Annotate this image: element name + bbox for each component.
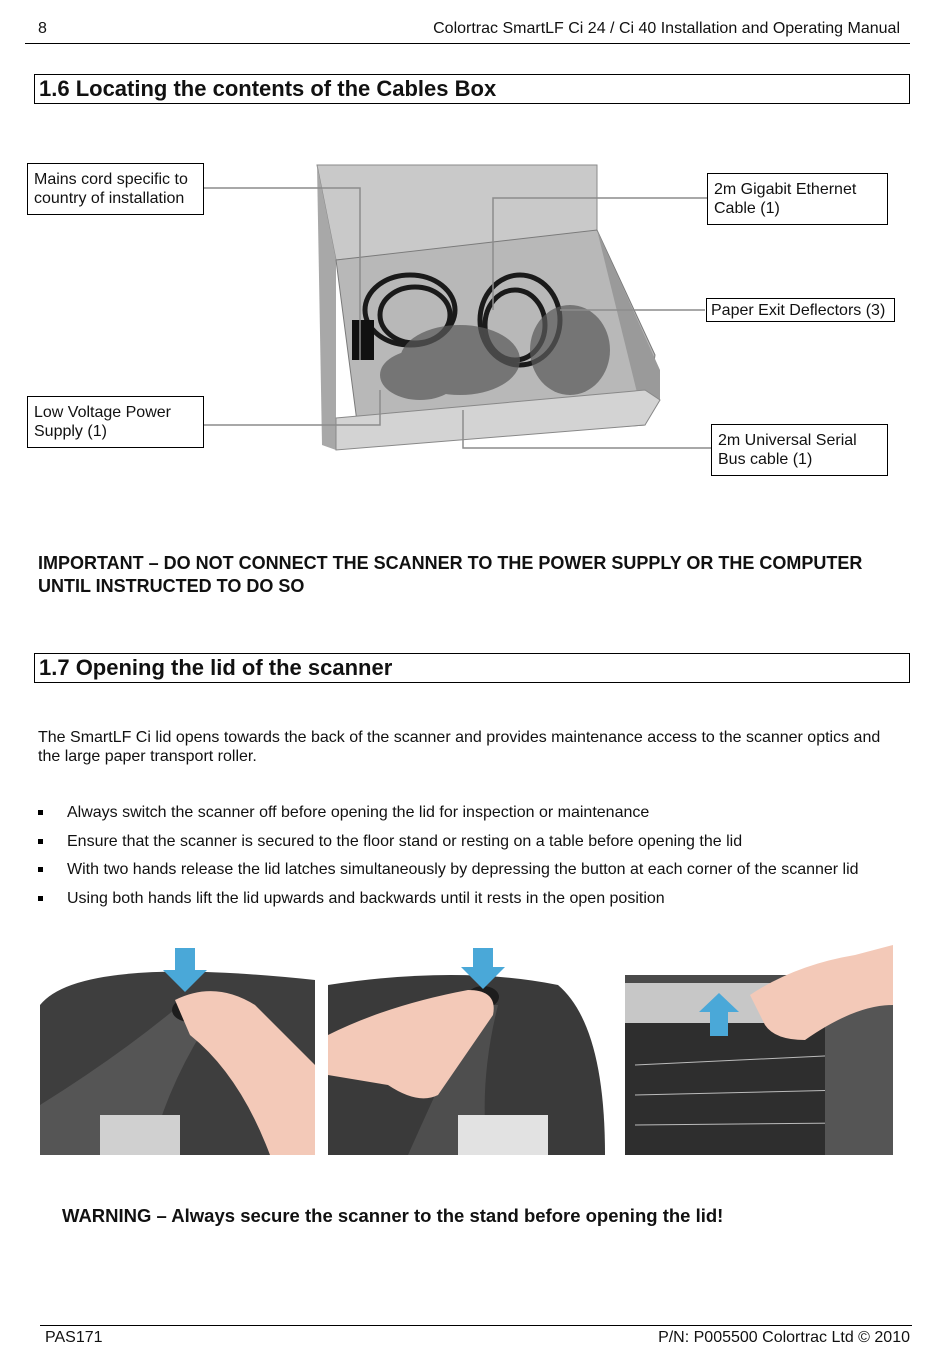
footer-document-code: PAS171 <box>45 1329 103 1346</box>
callout-power-supply: Low Voltage Power Supply (1) <box>27 396 204 448</box>
callout-mains-cord: Mains cord specific to country of installation <box>27 163 204 215</box>
list-item: Always switch the scanner off before opening the lid for inspection or maintenance <box>38 802 918 831</box>
list-item: Ensure that the scanner is secured to the floor stand or resting on a table before opening the lid <box>38 831 918 860</box>
important-notice: IMPORTANT – DO NOT CONNECT THE SCANNER TO THE POWER SUPPLY OR THE COMPUTER UNTIL INSTRUCTED TO DO SO <box>38 553 863 596</box>
callout-paper-exit-deflectors: Paper Exit Deflectors (3) <box>706 298 895 322</box>
lid-lift-illustration <box>625 945 893 1155</box>
footer-part-number: P/N: P005500 Colortrac Ltd © 2010 <box>658 1329 910 1346</box>
list-item: Using both hands lift the lid upwards and backwards until it rests in the open position <box>38 888 918 917</box>
lid-latch-left-illustration <box>40 945 315 1155</box>
warning-notice: WARNING – Always secure the scanner to the stand before opening the lid! <box>62 1205 724 1226</box>
section-heading-1-7: 1.7 Opening the lid of the scanner <box>34 653 910 683</box>
footer-rule <box>40 1325 912 1326</box>
page-number: 8 <box>38 20 47 37</box>
section-heading-1-6: 1.6 Locating the contents of the Cables Box <box>34 74 910 104</box>
instruction-list <box>38 802 918 916</box>
callout-ethernet-cable: 2m Gigabit Ethernet Cable (1) <box>707 173 888 225</box>
lid-latch-right-illustration <box>328 945 605 1155</box>
intro-paragraph: The SmartLF Ci lid opens towards the back of the scanner and provides maintenance access to the scanner optics and the large paper transport roller. <box>38 729 881 765</box>
callout-usb-cable: 2m Universal Serial Bus cable (1) <box>711 424 888 476</box>
document-title: Colortrac SmartLF Ci 24 / Ci 40 Installation and Operating Manual <box>433 20 900 37</box>
list-item: With two hands release the lid latches simultaneously by depressing the button at each corner of the scanner lid <box>38 859 918 888</box>
